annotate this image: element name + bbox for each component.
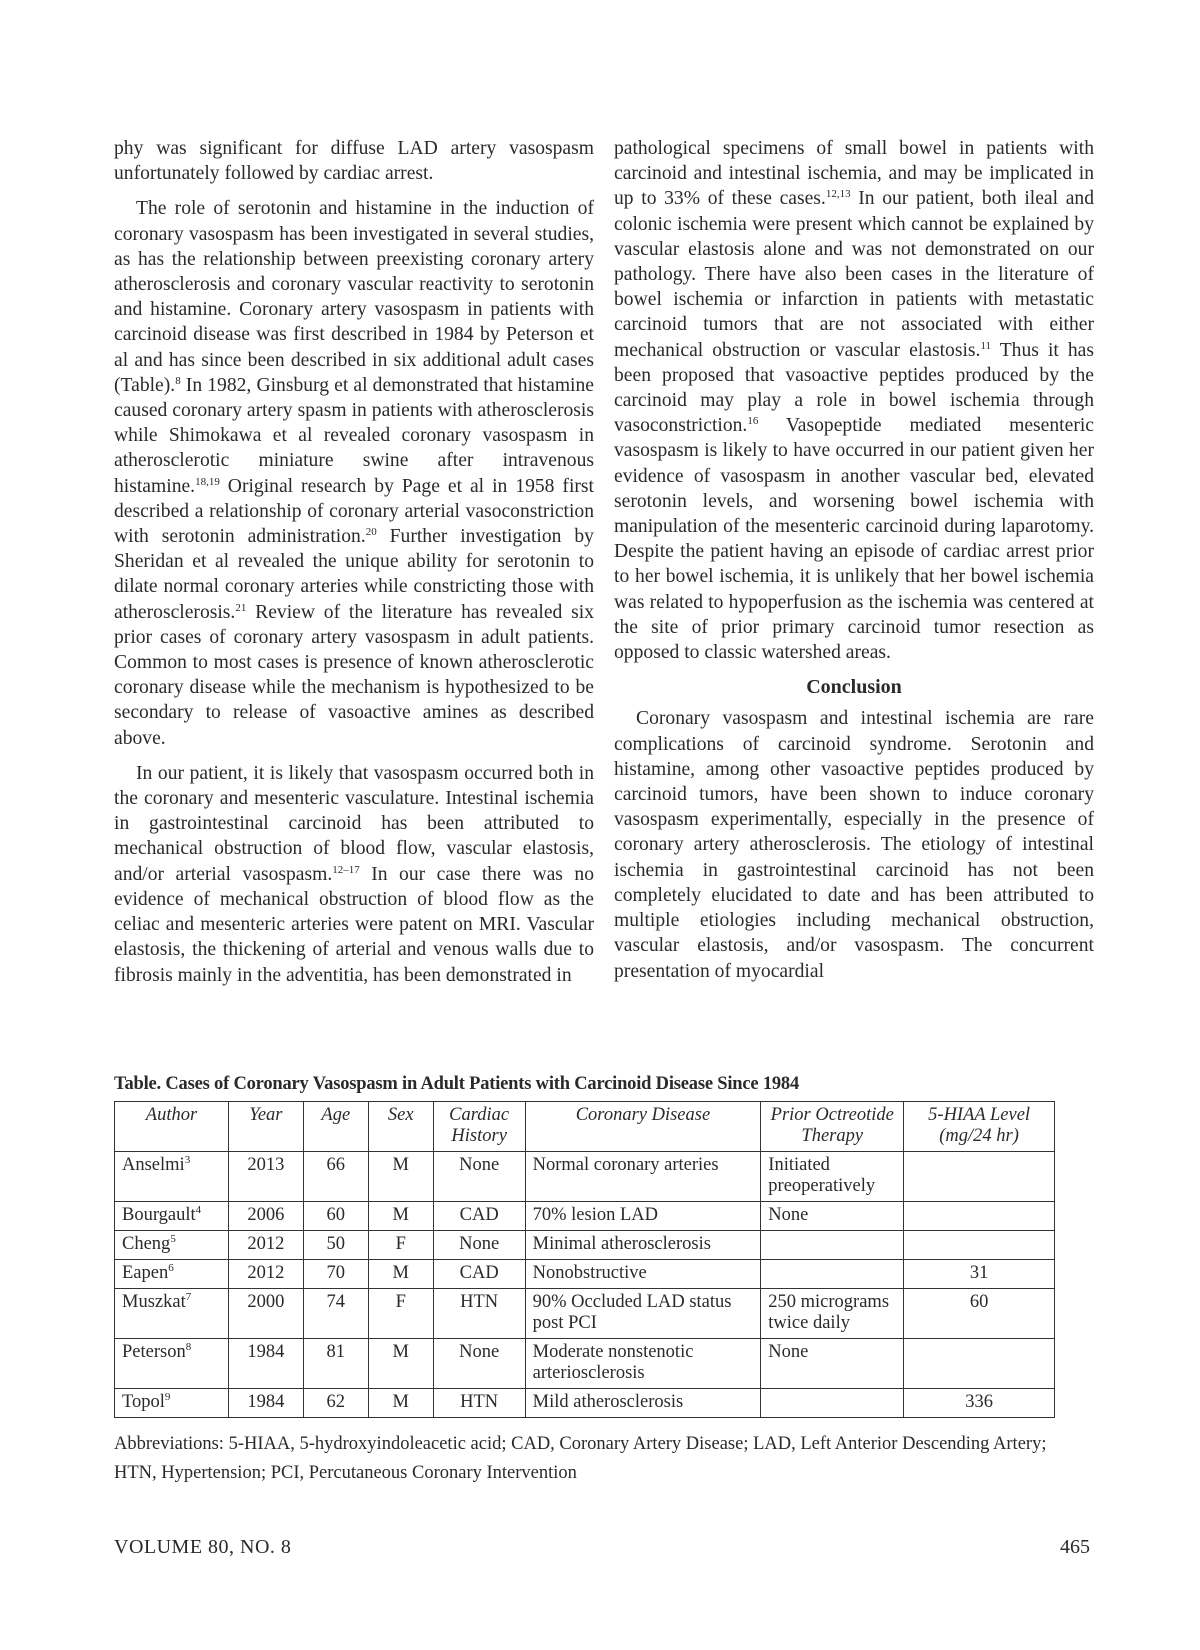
author-cell: Bourgault$^4$ [115, 1202, 229, 1231]
sex-cell: M [368, 1260, 433, 1289]
history-cell: HTN [433, 1289, 525, 1339]
age-cell: 60 [303, 1202, 368, 1231]
column-header: Author [115, 1102, 229, 1152]
table-row [115, 1152, 1055, 1202]
paragraph: Coronary vasospasm and intestinal ischemia are rare complications of carcinoid syndrome. Serotonin and histamine, among other vasoactive peptides produced by carcinoid tumors, have been shown to induce coronary vasospasm experimentally, especially in the presence of coronary artery atherosclerosis. The etiology of intestinal ischemia in gastrointestinal carcinoid has not been completely elucidated to date and has been attributed to multiple etiologies including mechanical obstruction, vascular elastosis, and/or vasospasm. The concurrent presentation of myocardial [614, 708, 1094, 982]
octreotide-cell: Initiated preoperatively [761, 1152, 904, 1202]
age-cell: 50 [303, 1231, 368, 1260]
disease-cell: Normal coronary arteries [525, 1152, 761, 1202]
year-cell: 2012 [228, 1231, 303, 1260]
journal-volume: VOLUME 80, NO. 8 [114, 1536, 292, 1558]
age-cell: 66 [303, 1152, 368, 1202]
sex-cell: M [368, 1202, 433, 1231]
octreotide-cell [761, 1231, 904, 1260]
citation: 16 [747, 415, 759, 428]
hiaa-cell [904, 1231, 1055, 1260]
history-cell: CAD [433, 1260, 525, 1289]
table-row [115, 1231, 1055, 1260]
sex-cell: F [368, 1231, 433, 1260]
age-cell: 81 [303, 1339, 368, 1389]
paragraph: pathological specimens of small bowel in patients with carcinoid and intestinal ischemia, and may be implicated in up to 33% of these cases.$^{12,13}$ In our patient, both ileal and colonic ischemia were present which cannot be explained by vascular elastosis alone and was not demonstrated on our pathology. There have also been cases in the literature of bowel ischemia or infarction in patients with metastatic carcinoid tumors that are not associated with either mechanical obstruction or vascular elastosis.$^{11}$ Thus it has been proposed that vasoactive peptides produced by the carcinoid may play a role in bowel ischemia through vasoconstriction.$^{16}$ Vasopeptide mediated mesenteric vasospasm is likely to have occurred in our patient given her evidence of vasospasm in another vascular bed, elevated serotonin levels, and worsening bowel ischemia with manipulation of the mesenteric carcinoid during laparotomy. Despite the patient having an episode of cardiac arrest prior to her bowel ischemia, it is unlikely that her bowel ischemia was related to hypoperfusion as the ischemia was centered at the site of prior primary carcinoid tumor resection as opposed to classic watershed areas. [614, 138, 1094, 664]
year-cell: 1984 [228, 1339, 303, 1389]
citation: 18,19 [195, 475, 220, 488]
history-cell: None [433, 1339, 525, 1389]
hiaa-cell: 31 [904, 1260, 1055, 1289]
left-column [114, 136, 594, 998]
history-cell: None [433, 1152, 525, 1202]
table-abbreviations: Abbreviations: 5-HIAA, 5-hydroxyindoleacetic acid; CAD, Coronary Artery Disease; LAD, Left Anterior Descending Artery; HTN, Hypertension; PCI, Percutaneous Coronary Intervention [114, 1434, 1047, 1483]
column-header: Coronary Disease [525, 1102, 761, 1152]
history-cell: HTN [433, 1389, 525, 1418]
right-column [614, 136, 1094, 994]
sex-cell: F [368, 1289, 433, 1339]
paragraph: In our patient, it is likely that vasospasm occurred both in the coronary and mesenteric vasculature. Intestinal ischemia in gastrointestinal carcinoid has been attributed to mechanical obstruction of blood flow, vascular elastosis, and/or arterial vasospasm.$^{12-17}$ In our case there was no evidence of mechanical obstruction of blood flow as the celiac and mesenteric arteries were patent on MRI. Vascular elastosis, the thickening of arterial and venous walls due to fibrosis mainly in the adventitia, has been demonstrated in [114, 762, 594, 986]
year-cell: 2013 [228, 1152, 303, 1202]
octreotide-cell [761, 1260, 904, 1289]
paragraph: phy was significant for diffuse LAD artery vasospasm unfortunately followed by cardiac arrest. [114, 138, 594, 185]
sex-cell: M [368, 1152, 433, 1202]
age-cell: 70 [303, 1260, 368, 1289]
disease-cell: 90% Occluded LAD status post PCI [525, 1289, 761, 1339]
table-row [115, 1389, 1055, 1418]
citation: 21 [235, 601, 247, 614]
history-cell: CAD [433, 1202, 525, 1231]
year-cell: 2000 [228, 1289, 303, 1339]
age-cell: 74 [303, 1289, 368, 1339]
author-cell: Cheng$^5$ [115, 1231, 229, 1260]
hiaa-cell: 336 [904, 1389, 1055, 1418]
octreotide-cell: 250 micrograms twice daily [761, 1289, 904, 1339]
disease-cell: Mild atherosclerosis [525, 1389, 761, 1418]
column-header: Sex [368, 1102, 433, 1152]
year-cell: 2006 [228, 1202, 303, 1231]
table-row [115, 1260, 1055, 1289]
year-cell: 2012 [228, 1260, 303, 1289]
sex-cell: M [368, 1339, 433, 1389]
page-number: 465 [1060, 1536, 1090, 1558]
author-cell: Peterson$^8$ [115, 1339, 229, 1389]
year-cell: 1984 [228, 1389, 303, 1418]
column-header: Year [228, 1102, 303, 1152]
column-header: Cardiac History [433, 1102, 525, 1152]
hiaa-cell [904, 1339, 1055, 1389]
sex-cell: M [368, 1389, 433, 1418]
section-heading: Conclusion [806, 676, 902, 699]
hiaa-cell: 60 [904, 1289, 1055, 1339]
table-title: Table. Cases of Coronary Vasospasm in Adult Patients with Carcinoid Disease Since 1984 [114, 1074, 800, 1094]
citation: 8 [175, 374, 181, 387]
citation: 11 [980, 339, 992, 352]
disease-cell: Moderate nonstenotic arteriosclerosis [525, 1339, 761, 1389]
octreotide-cell: None [761, 1339, 904, 1389]
column-header: Age [303, 1102, 368, 1152]
octreotide-cell [761, 1389, 904, 1418]
column-header: 5-HIAA Level (mg/24 hr) [904, 1102, 1055, 1152]
table-header-row [115, 1102, 1055, 1152]
author-cell: Anselmi$^3$ [115, 1152, 229, 1202]
cases-table [114, 1101, 1055, 1418]
disease-cell: 70% lesion LAD [525, 1202, 761, 1231]
citation: 20 [365, 526, 377, 539]
hiaa-cell [904, 1202, 1055, 1231]
paragraph: The role of serotonin and histamine in the induction of coronary vasospasm has been investigated in several studies, as has the relationship between preexisting coronary artery atherosclerosis and coronary vascular reactivity to serotonin and histamine. Coronary artery vasospasm in patients with carcinoid disease was first described in 1984 by Peterson et al and has since been described in six additional adult cases (Table).$^8$ In 1982, Ginsburg et al demonstrated that histamine caused coronary artery spasm in patients with atherosclerosis while Shimokawa et al revealed coronary vasospasm in atherosclerotic miniature swine after intravenous histamine.$^{18,19}$ Original research by Page et al in 1958 first described a relationship of coronary arterial vasoconstriction with serotonin administration.$^{20}$ Further investigation by Sheridan et al revealed the unique ability for serotonin to dilate normal coronary arteries while constricting those with atherosclerosis.$^{21}$ Review of the literature has revealed six prior cases of coronary artery vasospasm in adult patients. Common to most cases is presence of known atherosclerotic coronary disease while the mechanism is hypothesized to be secondary to release of vasoactive amines as described above. [114, 198, 594, 749]
table-row [115, 1339, 1055, 1389]
hiaa-cell [904, 1152, 1055, 1202]
column-header: Prior Octreotide Therapy [761, 1102, 904, 1152]
disease-cell: Nonobstructive [525, 1260, 761, 1289]
table-row [115, 1289, 1055, 1339]
octreotide-cell: None [761, 1202, 904, 1231]
citation: 12–17 [332, 863, 360, 876]
disease-cell: Minimal atherosclerosis [525, 1231, 761, 1260]
author-cell: Topol$^9$ [115, 1389, 229, 1418]
table-row [115, 1202, 1055, 1231]
age-cell: 62 [303, 1389, 368, 1418]
citation: 12,13 [825, 188, 851, 201]
history-cell: None [433, 1231, 525, 1260]
author-cell: Muszkat$^7$ [115, 1289, 229, 1339]
author-cell: Eapen$^6$ [115, 1260, 229, 1289]
